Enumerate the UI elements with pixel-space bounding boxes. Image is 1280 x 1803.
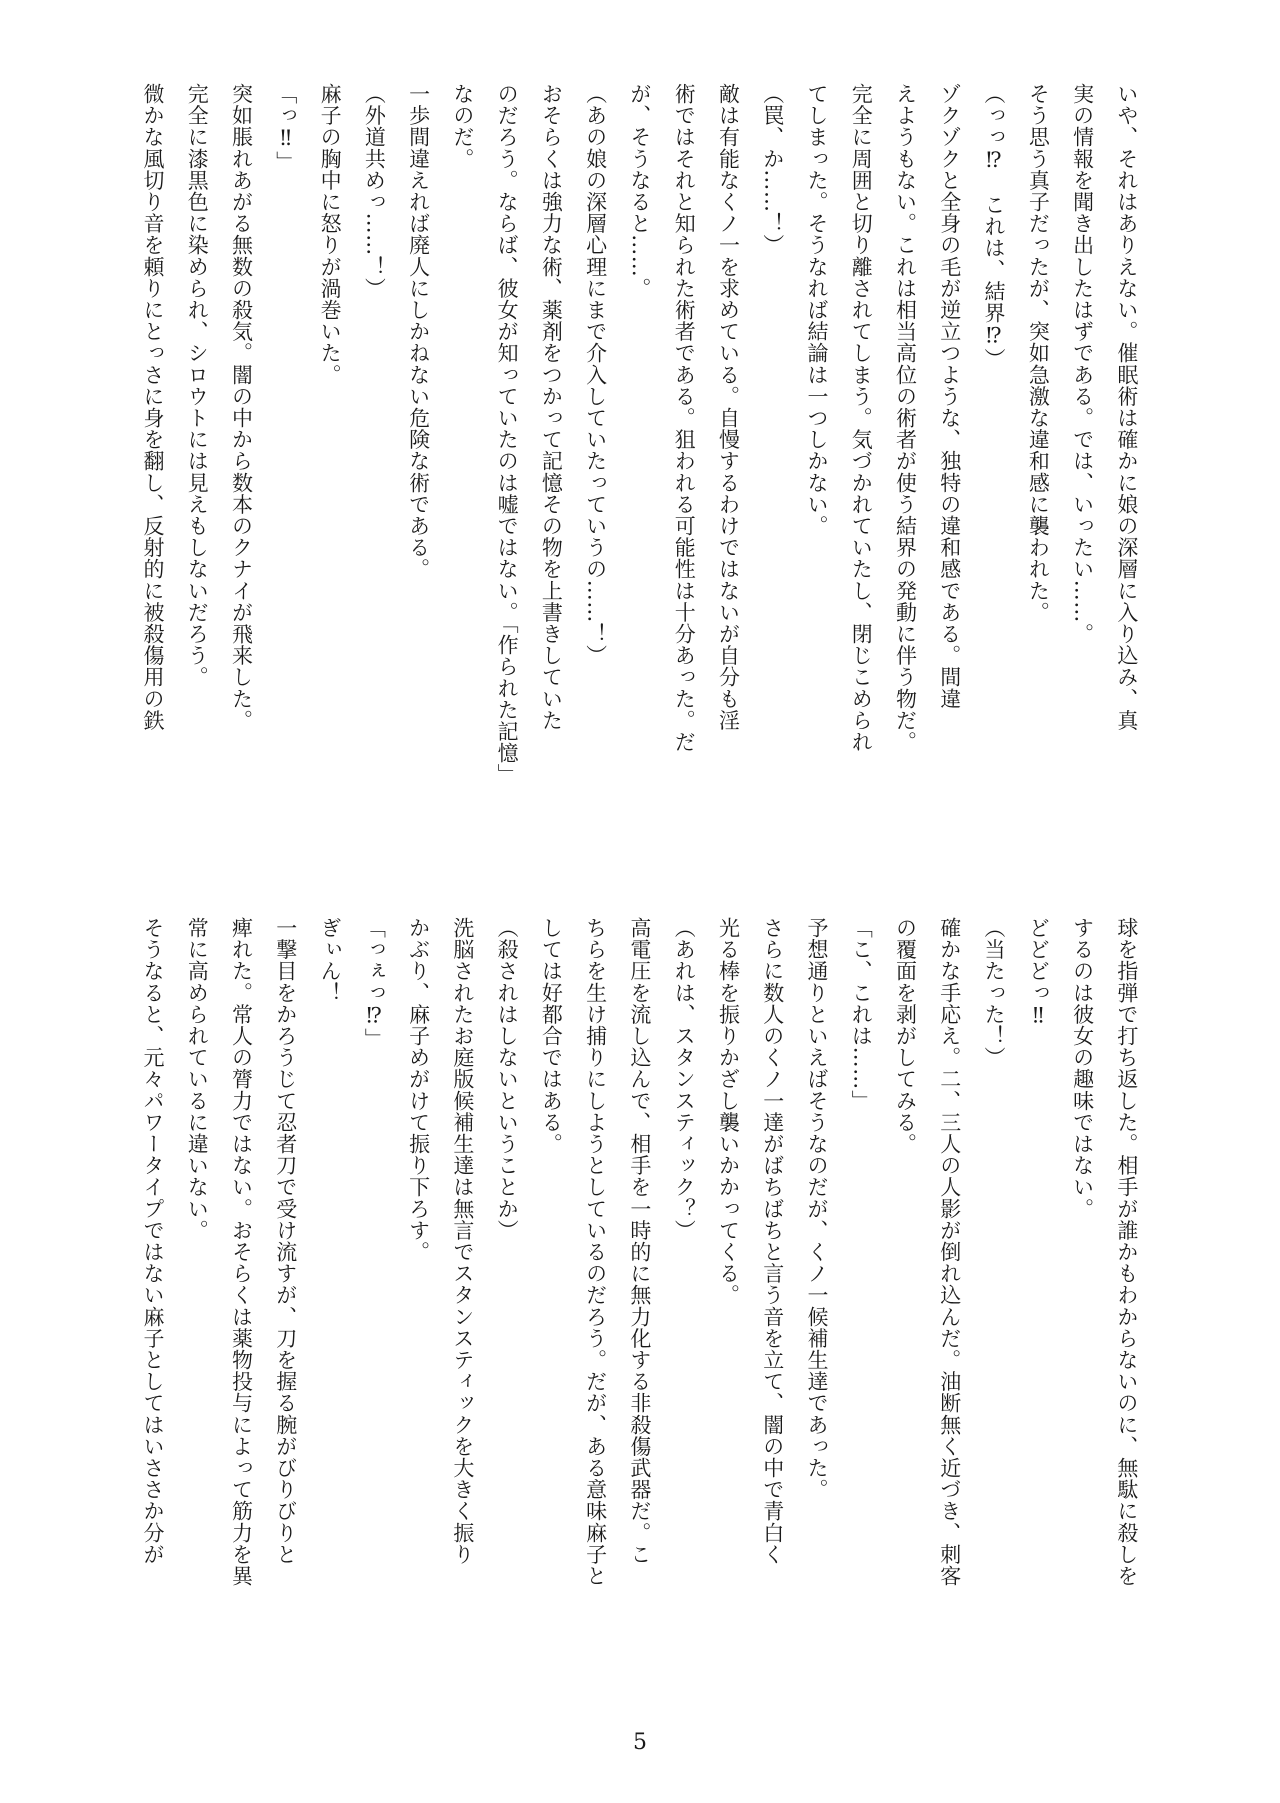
text-column: どどどっ‼ [1026,917,1051,1028]
text-column: いや、それはありえない。催眠術は確かに娘の深層に入り込み、真 [1114,83,1139,731]
text-column: （当たった！） [982,917,1007,1069]
text-column: そうなると、元々パワータイプではない麻子としてはいささか分が [141,917,165,1565]
text-column: ゾクゾクと全身の毛が逆立つような、独特の違和感である。間違 [937,83,962,710]
text-column: （あれは、スタンスティック？） [672,917,697,1241]
text-column: しては好都合ではある。 [539,917,564,1155]
text-column: 一歩間違えれば廃人にしかねない危険な術である。 [406,83,431,580]
text-column: ぎぃん！ [318,917,343,1004]
text-column: 高電圧を流し込んで、相手を一時的に無力化する非殺傷武器だ。こ [627,917,652,1565]
text-column: が、そうなると……。 [627,83,652,299]
text-column: （っっ⁉ これは、結界⁉） [982,83,1007,370]
text-column: なのだ。 [450,83,475,170]
text-column: 予想通りといえばそうなのだが、くノ一候補生達であった。 [804,917,829,1501]
text-column: かぶり、麻子めがけて振り下ろす。 [406,917,431,1263]
text-column: えようもない。これは相当高位の術者が使う結界の発動に伴う物だ。 [893,83,918,753]
text-column: ちらを生け捕りにしようとしているのだろう。だが、ある意味麻子と [583,917,608,1587]
text-column: 「っ‼」 [273,83,298,173]
text-column: （罠、か……！） [760,83,785,256]
lower-text-block [140,917,1140,1683]
text-column: 「っぇっ⁉」 [362,917,387,1050]
text-column: のだろう。ならば、彼女が知っていたのは嘘ではない。「作られた記憶」 [495,83,520,786]
text-column: おそらくは強力な術、薬剤をつかって記憶その物を上書きしていた [539,83,564,731]
text-column: 洗脳されたお庭版候補生達は無言でスタンスティックを大きく振り [450,917,475,1565]
text-column: 完全に漆黒色に染められ、シロウトには見えもしないだろう。 [185,83,210,688]
page-number: 5 [633,1730,647,1755]
text-column: そう思う真子だったが、突如急激な違和感に襲われた。 [1026,83,1051,623]
text-column: 球を指弾で打ち返した。相手が誰かもわからないのに、無駄に殺しを [1114,917,1139,1587]
text-column: 敵は有能なくノ一を求めている。自慢するわけではないが自分も淫 [716,83,741,731]
text-column: 実の情報を聞き出したはずである。では、いったい……。 [1070,83,1095,645]
text-column: 完全に周囲と切り離されてしまう。気づかれていたし、閉じこめられ [849,83,874,753]
text-column: 突如脹れあがる無数の殺気。闇の中から数本のクナイが飛来した。 [229,83,254,731]
text-column: （外道共めっ……！） [362,83,387,299]
upper-text-block [140,83,1140,849]
text-column: 常に高められているに違いない。 [185,917,210,1241]
text-column: 光る棒を振りかざし襲いかかってくる。 [716,917,741,1306]
text-column: 一撃目をかろうじて忍者刀で受け流すが、刀を握る腕がびりびりと [273,917,298,1565]
text-column: 確かな手応え。二、三人の人影が倒れ込んだ。油断無く近づき、刺客 [937,917,962,1587]
text-column: （あの娘の深層心理にまで介入していたっていうの……！） [583,83,608,667]
text-column: さらに数人のくノ一達がばちばちと言う音を立て、闇の中で青白く [760,917,785,1565]
text-column: 麻子の胸中に怒りが渦巻いた。 [318,83,343,386]
text-column: 痺れた。常人の膂力ではない。おそらくは薬物投与によって筋力を異 [229,917,254,1587]
text-column: 微かな風切り音を頼りにとっさに身を翻し、反射的に被殺傷用の鉄 [141,83,165,731]
text-column: 「こ、これは……」 [849,917,874,1112]
text-column: するのは彼女の趣味ではない。 [1070,917,1095,1220]
text-column: の覆面を剥がしてみる。 [893,917,918,1155]
text-column: 術ではそれと知られた術者である。狙われる可能性は十分あった。だ [672,83,697,753]
text-column: てしまった。そうなれば結論は一つしかない。 [804,83,829,537]
text-column: （殺されはしないということか） [495,917,520,1241]
